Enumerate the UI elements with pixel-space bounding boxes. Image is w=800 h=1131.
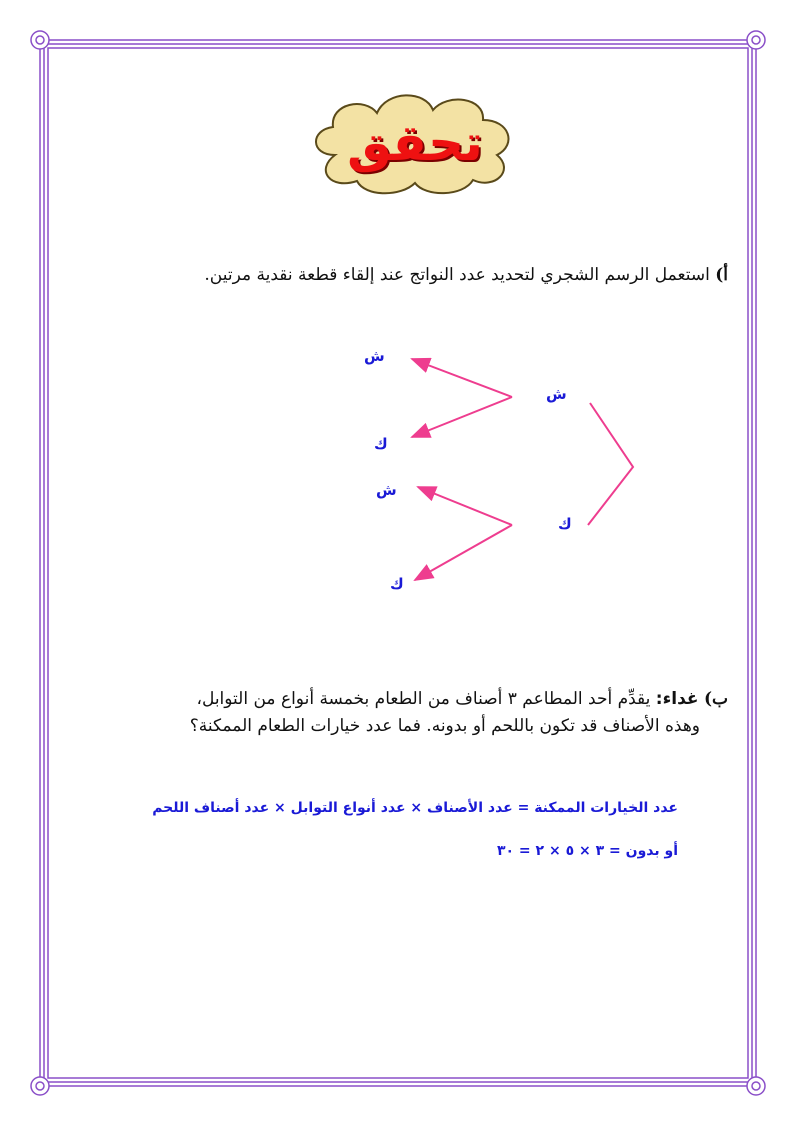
first-level-bracket <box>588 403 633 525</box>
tree-node-second-heads: ش <box>364 347 385 365</box>
branch-arrow <box>412 359 512 397</box>
page-title: تحقق <box>347 113 483 172</box>
question-b-line-1 <box>68 686 728 713</box>
tree-branches <box>340 335 660 605</box>
branch-arrow <box>412 397 512 437</box>
branch-arrow <box>418 487 512 525</box>
question-a-text: استعمل الرسم الشجري لتحديد عدد النواتج عند إلقاء قطعة نقدية مرتين. <box>204 265 710 285</box>
question-b-keyword: غداء: <box>655 689 699 709</box>
tree-diagram <box>340 335 660 605</box>
tree-node-second-heads: ش <box>376 481 397 499</box>
tree-node-second-tails: ك <box>390 575 404 593</box>
question-a <box>68 262 728 289</box>
answer-line-2: أو بدون = ٣ × ٥ × ٢ = ٣٠ <box>496 843 678 859</box>
question-b-text-2: وهذه الأصناف قد تكون باللحم أو بدونه. فما عدد خيارات الطعام الممكنة؟ <box>189 716 700 736</box>
question-b <box>68 686 728 740</box>
tree-node-first-tails: ك <box>558 515 572 533</box>
question-b-text-1: يقدِّم أحد المطاعم ٣ أصناف من الطعام بخمسة أنواع من التوابل، <box>196 689 651 709</box>
question-a-label: أ) <box>715 265 728 285</box>
tree-node-first-heads: ش <box>546 385 567 403</box>
question-b-label: ب) <box>703 689 728 709</box>
answer-line-1: عدد الخيارات الممكنة = عدد الأصناف × عدد أنواع التوابل × عدد أصناف اللحم <box>152 800 678 816</box>
tree-node-second-tails: ك <box>374 435 388 453</box>
branch-arrow <box>415 525 512 580</box>
